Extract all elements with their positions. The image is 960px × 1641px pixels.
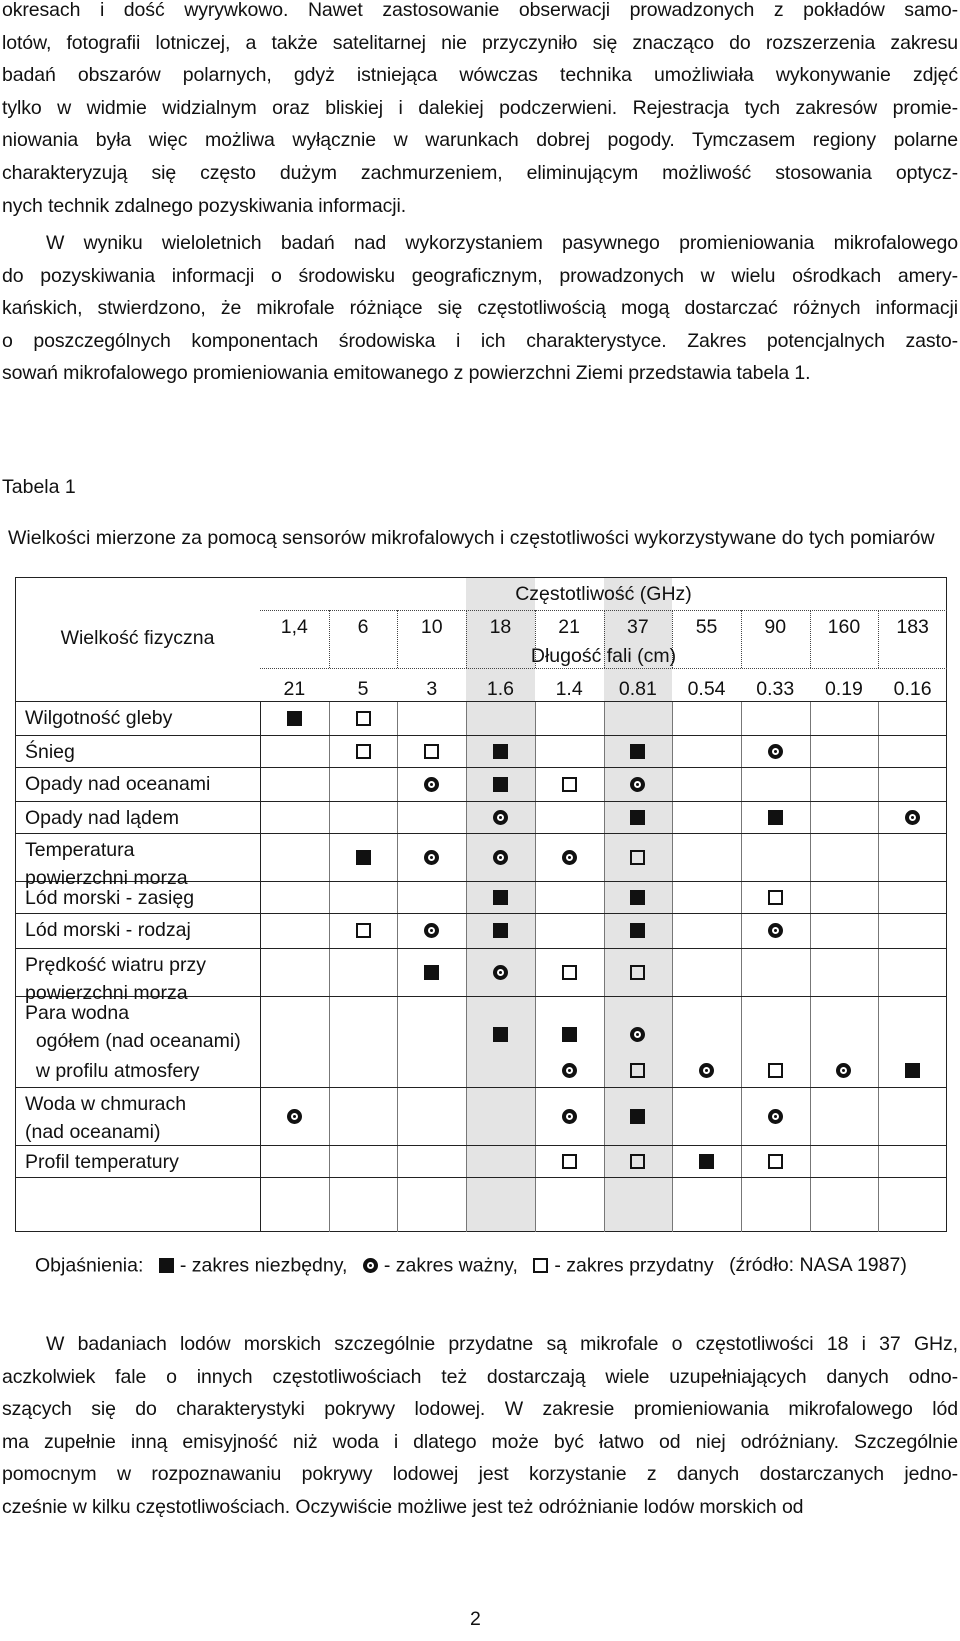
frequency-value: 1,4	[280, 616, 308, 638]
ring-dot-icon	[562, 850, 577, 865]
open-square-icon	[424, 744, 439, 759]
table-row-label: Opady nad lądem	[25, 807, 179, 829]
paragraph-3	[2, 1328, 958, 1524]
column-border	[810, 701, 811, 1232]
filled-square-icon	[159, 1258, 174, 1273]
frequency-value: 21	[558, 616, 580, 638]
table-row-label: Lód morski - zasięg	[25, 887, 195, 909]
open-square-icon	[356, 711, 371, 726]
ring-dot-icon	[493, 810, 508, 825]
text-line: W wyniku wieloletnich badań nad wykorzystaniem pasywnego promieniowania mikrofalowego	[46, 232, 958, 254]
wavelength-value: 21	[283, 678, 306, 700]
open-square-icon	[562, 777, 577, 792]
open-square-icon	[533, 1258, 548, 1273]
label-column-border	[260, 701, 261, 1232]
table-row-label: Prędkość wiatru przy powierzchni morza	[25, 954, 206, 1004]
frequency-value: 90	[764, 616, 787, 638]
wavelength-value: 0.16	[893, 678, 932, 700]
text-line: cześnie w kilku częstotliwościach. Oczywiście możliwe jest też odróżnianie lodów morskich od	[2, 1495, 804, 1518]
row-border	[15, 1177, 947, 1178]
ring-dot-icon	[768, 744, 783, 759]
ring-dot-icon	[424, 850, 439, 865]
legend-source: (źródło: NASA 1987)	[729, 1254, 907, 1277]
frequency-value: 160	[827, 616, 861, 638]
table-row-label: Woda w chmurach (nad oceanami)	[25, 1093, 187, 1143]
ring-dot-icon	[905, 810, 920, 825]
table-title: Wielkości mierzone za pomocą sensorów mikrofalowych i częstotliwości wykorzystywane do tych pomiarów	[8, 527, 935, 549]
table-row-label: w profilu atmosfery	[25, 1060, 200, 1082]
text-line: niowania była więc możliwa wyłącznie w warunkach dobrej pogody. Tymczasem regiony polarne	[2, 129, 958, 152]
legend-ring: - zakres ważny,	[383, 1254, 518, 1277]
column-border	[397, 701, 398, 1232]
text-line: do pozyskiwania informacji o środowisku geograficznym, prowadzonych w wielu ośrodkach amery-	[2, 264, 958, 287]
frequency-value: 183	[896, 616, 929, 638]
filled-square-icon	[905, 1063, 920, 1078]
quantity-header: Wielkość fizyczna	[60, 627, 215, 649]
table-row-label: Wilgotność gleby	[25, 707, 173, 729]
open-square-icon	[356, 744, 371, 759]
wavelength-value: 0.54	[687, 678, 726, 700]
table-legend	[35, 1254, 907, 1277]
wavelength-value: 0.19	[824, 678, 863, 700]
filled-square-icon	[699, 1154, 714, 1169]
column-border	[329, 701, 330, 1232]
table-row-label: Śnieg	[25, 741, 75, 763]
ring-dot-icon	[630, 777, 645, 792]
column-border	[741, 701, 742, 1232]
open-square-icon	[630, 1063, 645, 1078]
filled-square-icon	[630, 744, 645, 759]
ring-dot-icon	[768, 1109, 783, 1124]
ring-dot-icon	[424, 923, 439, 938]
filled-square-icon	[493, 744, 508, 759]
open-square-icon	[356, 923, 371, 938]
filled-square-icon	[493, 923, 508, 938]
column-border	[466, 701, 467, 1232]
table-border-bottom	[15, 1231, 947, 1232]
table-row-label: Profil temperatury	[25, 1151, 179, 1173]
wavelength-value: 1.6	[486, 678, 514, 700]
frequency-value: 18	[489, 616, 512, 638]
frequency-value: 55	[695, 616, 718, 638]
text-line: W badaniach lodów morskich szczególnie przydatne są mikrofale o częstotliwości 18 i 37 GHz,	[46, 1333, 958, 1355]
filled-square-icon	[424, 965, 439, 980]
filled-square-icon	[768, 810, 783, 825]
table-row-label: Temperatura powierzchni morza	[25, 839, 188, 889]
ring-dot-icon	[287, 1109, 302, 1124]
frequency-value: 6	[357, 616, 369, 638]
column-border	[604, 701, 605, 1232]
header-dotted-line	[260, 668, 947, 669]
ring-dot-icon	[424, 777, 439, 792]
open-square-icon	[768, 890, 783, 905]
table-row-label: Para wodna ogółem (nad oceanami)	[25, 1002, 241, 1052]
text-line: sowań mikrofalowego promieniowania emitowanego z powierzchni Ziemi przedstawia tabela 1.	[2, 362, 811, 385]
text-line: tylko w widmie widzialnym oraz bliskiej i dalekiej podczerwieni. Rejestracja tych zakresów promie-	[2, 96, 958, 119]
open-square-icon	[768, 1063, 783, 1078]
table-row-label: Lód morski - rodzaj	[25, 919, 191, 941]
wavelength-value: 1.4	[555, 678, 583, 700]
text-line: o poszczególnych komponentach środowiska i ich charakterystyce. Zakres potencjalnych zasto-	[2, 329, 958, 352]
page-number: 2	[470, 1608, 481, 1630]
ring-dot-icon	[562, 1109, 577, 1124]
filled-square-icon	[630, 890, 645, 905]
row-border	[15, 913, 947, 914]
table-border-top	[15, 577, 947, 578]
open-square-icon	[630, 1154, 645, 1169]
ring-dot-icon	[836, 1063, 851, 1078]
row-border	[15, 833, 947, 834]
filled-square-icon	[493, 890, 508, 905]
paragraph-2	[2, 227, 958, 390]
open-square-icon	[630, 965, 645, 980]
filled-square-icon	[630, 810, 645, 825]
wavelength-value: 5	[357, 678, 369, 700]
ring-dot-icon	[493, 850, 508, 865]
row-border	[15, 801, 947, 802]
filled-square-icon	[493, 1027, 508, 1042]
wavelength-value: 0.81	[618, 678, 657, 700]
shaded-column	[604, 577, 673, 1232]
open-square-icon	[562, 1154, 577, 1169]
table-border-left	[15, 577, 16, 1232]
text-line: ma zupełnie inną emisyjność niż woda i dlatego może być łatwo od niej odróżniany. Szczególnie	[2, 1430, 958, 1453]
filled-square-icon	[562, 1027, 577, 1042]
table-border-right	[946, 577, 947, 1232]
filled-square-icon	[493, 777, 508, 792]
legend-filled: - zakres niezbędny,	[179, 1254, 348, 1277]
text-line: badań obszarów polarnych, gdyż istniejąca wówczas technika umożliwiała wykonywanie zdjęć	[2, 64, 958, 87]
text-line: okresach i dość wyrywkowo. Nawet zastosowanie obserwacji prowadzonych z pokładów samo-	[2, 0, 958, 21]
text-line: pomocnym w rozpoznawaniu pokrywy lodowej jest korzystanie z danych dostarczanych jedno-	[2, 1463, 958, 1486]
text-line: lotów, fotografii lotniczej, a także satelitarnej nie przyczyniło się znacząco do rozszerzenia zakresu	[2, 31, 958, 54]
frequency-header: Częstotliwość (GHz)	[515, 583, 692, 605]
text-line: kańskich, stwierdzono, że mikrofale różniące się częstotliwością mogą dostarczać różnych informacji	[2, 297, 958, 320]
ring-dot-icon	[493, 965, 508, 980]
wavelength-value: 3	[426, 678, 438, 700]
table-number: Tabela 1	[2, 476, 76, 498]
ring-dot-icon	[630, 1027, 645, 1042]
wavelength-header: Długość fali (cm)	[530, 645, 677, 667]
paragraph-1	[2, 0, 958, 222]
text-line: charakteryzują się często dużym zachmurzeniem, eliminującym możliwość stosowania optycz-	[2, 161, 958, 184]
wavelength-value: 0.33	[756, 678, 795, 700]
column-border	[672, 701, 673, 1232]
row-border	[15, 1087, 947, 1088]
legend-prefix: Objaśnienia:	[35, 1254, 144, 1277]
column-border	[535, 701, 536, 1232]
open-square-icon	[768, 1154, 783, 1169]
microwave-table	[15, 577, 947, 1232]
text-line: nych technik zdalnego pozyskiwania informacji.	[2, 194, 407, 217]
row-border	[15, 735, 947, 736]
text-line: aczkolwiek fale o innych częstotliwościach też dostarczają wiele uzupełniających danych odno-	[2, 1365, 958, 1388]
header-bottom-border	[15, 701, 947, 702]
ring-dot-icon	[699, 1063, 714, 1078]
text-line: szących się do charakterystyki pokrywy lodowej. W zakresie promieniowania mikrofalowego lód	[2, 1398, 958, 1421]
ring-dot-icon	[768, 923, 783, 938]
open-square-icon	[562, 965, 577, 980]
legend-open: - zakres przydatny	[554, 1254, 714, 1277]
ring-dot-icon	[562, 1063, 577, 1078]
table-row-label: Opady nad oceanami	[25, 773, 211, 795]
ring-dot-icon	[363, 1258, 378, 1273]
filled-square-icon	[630, 923, 645, 938]
filled-square-icon	[287, 711, 302, 726]
column-border	[878, 701, 879, 1232]
row-border	[15, 948, 947, 949]
filled-square-icon	[356, 850, 371, 865]
frequency-value: 10	[420, 616, 443, 638]
row-border	[15, 767, 947, 768]
open-square-icon	[630, 850, 645, 865]
frequency-value: 37	[626, 616, 649, 638]
shaded-column	[466, 577, 535, 1232]
filled-square-icon	[630, 1109, 645, 1124]
